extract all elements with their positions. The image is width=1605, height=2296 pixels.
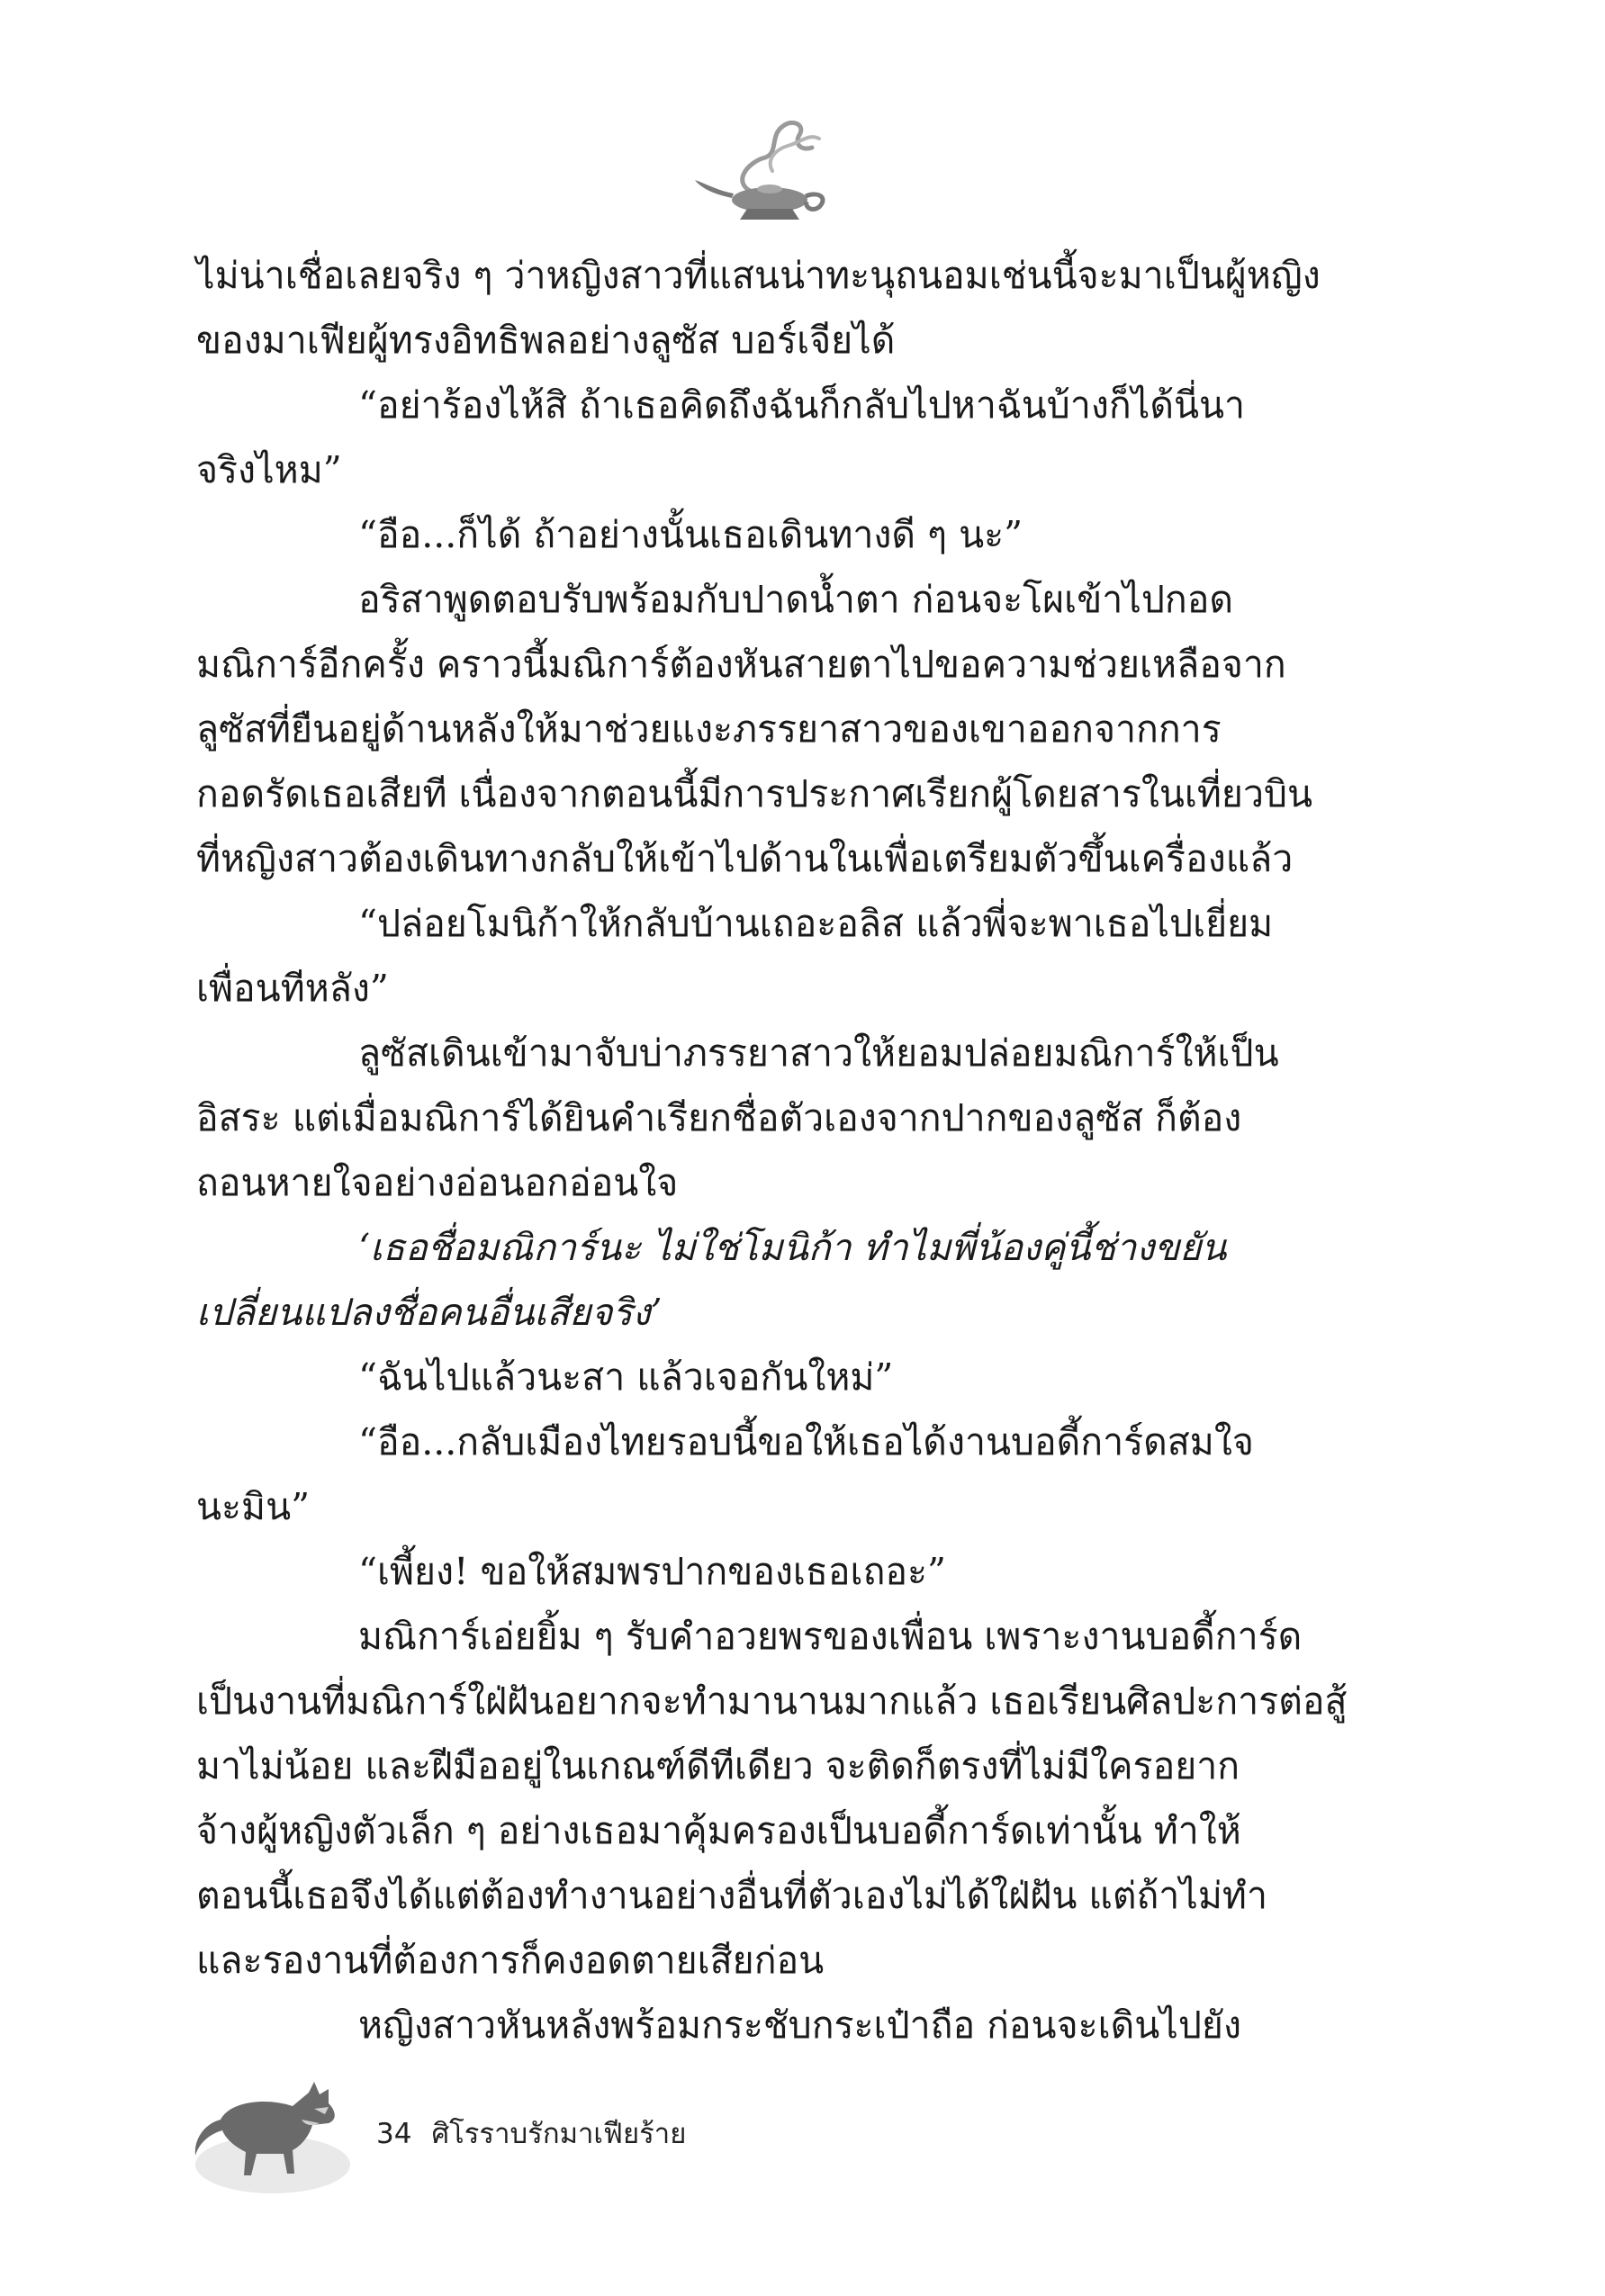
- body-text: [196, 243, 1348, 2057]
- text-line: ลูซัสเดินเข้ามาจับบ่าภรรยาสาวให้ยอมปล่อยมณิการ์ให้เป็น: [358, 1031, 1279, 1075]
- text-line: “อย่าร้องไห้สิ ถ้าเธอคิดถึงฉันก็กลับไปหาฉันบ้างก็ได้นี่นา: [358, 383, 1246, 427]
- text-line: ลูซัสที่ยืนอยู่ด้านหลังให้มาช่วยแงะภรรยาสาวของเขาออกจากการ: [196, 707, 1222, 751]
- text-line: ไม่น่าเชื่อเลยจริง ๆ ว่าหญิงสาวที่แสนน่าทะนุถนอมเช่นนี้จะมาเป็นผู้หญิง: [196, 254, 1321, 297]
- page-number: 34: [376, 2118, 412, 2150]
- book-title: ศิโรราบรักมาเฟียร้าย: [431, 2118, 687, 2150]
- text-line-thought: ‘เธอชื่อมณิการ์นะ ไม่ใช่โมนิก้า ทำไมพี่น้องคู่นี้ช่างขยัน: [358, 1226, 1227, 1269]
- text-line: ที่หญิงสาวต้องเดินทางกลับให้เข้าไปด้านในเพื่อเตรียมตัวขึ้นเครื่องแล้ว: [196, 837, 1294, 880]
- text-line: ถอนหายใจอย่างอ่อนอกอ่อนใจ: [196, 1161, 679, 1204]
- text-line: “อือ...กลับเมืองไทยรอบนี้ขอให้เธอได้งานบอดี้การ์ดสมใจ: [358, 1420, 1254, 1463]
- text-line: หญิงสาวหันหลังพร้อมกระชับกระเป๋าถือ ก่อนจะเดินไปยัง: [358, 2003, 1241, 2047]
- text-line: อิสระ แต่เมื่อมณิการ์ได้ยินคำเรียกชื่อตัวเองจากปากของลูซัส ก็ต้อง: [196, 1096, 1242, 1139]
- text-line: เพื่อนทีหลัง”: [196, 967, 389, 1010]
- text-line: มณิการ์เอ่ยยิ้ม ๆ รับคำอวยพรของเพื่อน เพราะงานบอดี้การ์ด: [358, 1615, 1303, 1658]
- page-footer: [376, 2111, 686, 2156]
- fox-icon: [194, 2057, 351, 2196]
- text-line: เป็นงานที่มณิการ์ใฝ่ฝันอยากจะทำมานานมากแล้ว เธอเรียนศิลปะการต่อสู้: [196, 1679, 1348, 1723]
- text-line: “เพี้ยง! ขอให้สมพรปากของเธอเถอะ”: [358, 1550, 946, 1593]
- text-line: และรองานที่ต้องการก็คงอดตายเสียก่อน: [196, 1939, 825, 1982]
- text-line: ของมาเฟียผู้ทรงอิทธิพลอย่างลูซัส บอร์เจียได้: [196, 319, 896, 362]
- text-line: มณิการ์อีกครั้ง คราวนี้มณิการ์ต้องหันสายตาไปขอความช่วยเหลือจาก: [196, 643, 1286, 686]
- text-line: จริงไหม”: [196, 448, 342, 491]
- text-line: “อือ...ก็ได้ ถ้าอย่างนั้นเธอเดินทางดี ๆ นะ”: [358, 513, 1023, 556]
- text-line: มาไม่น้อย และฝีมืออยู่ในเกณฑ์ดีทีเดียว จะติดก็ตรงที่ไม่มีใครอยาก: [196, 1744, 1240, 1787]
- text-line: นะมิน”: [196, 1485, 311, 1528]
- genie-lamp-icon: [693, 108, 846, 239]
- text-line-thought: เปลี่ยนแปลงชื่อคนอื่นเสียจริง’: [196, 1291, 663, 1334]
- text-line: จ้างผู้หญิงตัวเล็ก ๆ อย่างเธอมาคุ้มครองเป็นบอดี้การ์ดเท่านั้น ทำให้: [196, 1809, 1241, 1852]
- text-line: อริสาพูดตอบรับพร้อมกับปาดน้ำตา ก่อนจะโผเข้าไปกอด: [358, 578, 1233, 621]
- text-line: “ฉันไปแล้วนะสา แล้วเจอกันใหม่”: [358, 1355, 894, 1399]
- text-line: “ปล่อยโมนิก้าให้กลับบ้านเถอะอลิส แล้วพี่จะพาเธอไปเยี่ยม: [358, 902, 1274, 945]
- text-line: กอดรัดเธอเสียที เนื่องจากตอนนี้มีการประกาศเรียกผู้โดยสารในเที่ยวบิน: [196, 772, 1313, 815]
- text-line: ตอนนี้เธอจึงได้แต่ต้องทำงานอย่างอื่นที่ตัวเองไม่ได้ใฝ่ฝัน แต่ถ้าไม่ทำ: [196, 1874, 1267, 1917]
